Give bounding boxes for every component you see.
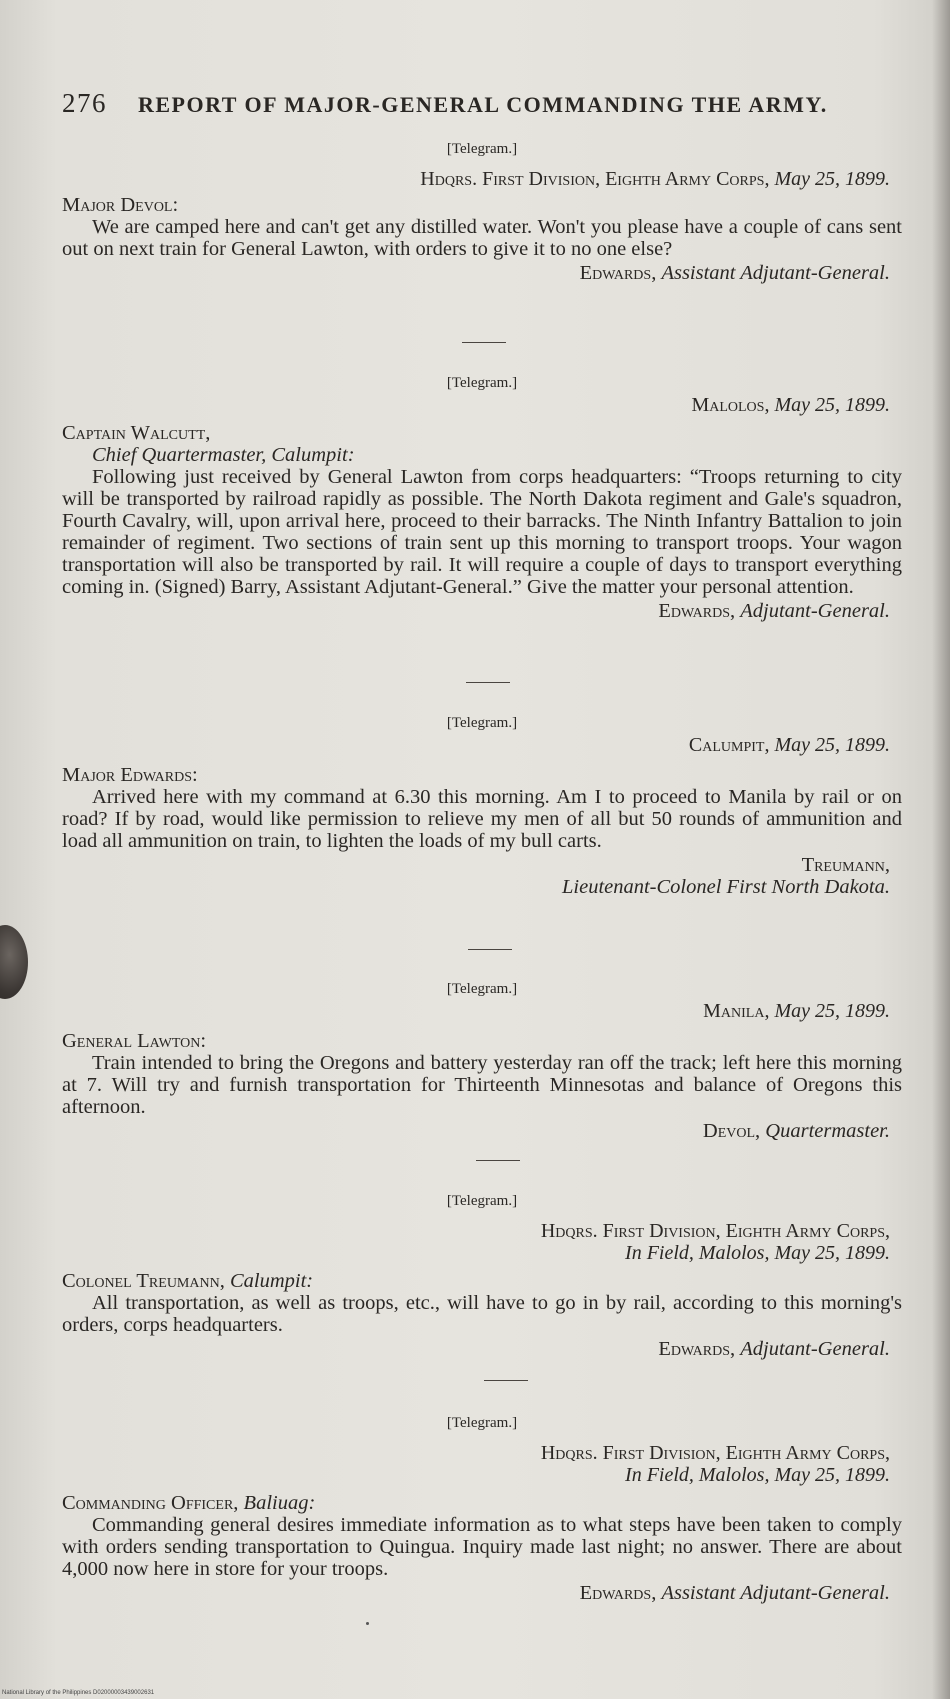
signature: Edwards, Assistant Adjutant-General.: [579, 262, 890, 284]
telegram-label: [Telegram.]: [446, 1415, 518, 1431]
message-body: Train intended to bring the Oregons and battery yesterday ran off the track; left here this morning at 7. Will try and furnish transportation for Thirteenth Minnesotas and balance of Oregons this afternoon.: [62, 1052, 902, 1118]
telegram-label: [Telegram.]: [446, 1193, 518, 1209]
dateline: Hdqrs. First Division, Eighth Army Corps, In Field, Malolos, May 25, 1899.: [540, 1220, 890, 1264]
telegram-message: [62, 1412, 902, 1604]
separator-rule: [476, 1160, 520, 1161]
telegram-message: [62, 712, 902, 898]
telegram-message: [62, 978, 902, 1142]
telegram-label: [Telegram.]: [446, 375, 518, 391]
dateline: Hdqrs. First Division, Eighth Army Corps, May 25, 1899.: [420, 168, 890, 190]
message-body: Arrived here with my command at 6.30 this morning. Am I to proceed to Manila by rail or on road? If by road, would like permission to relieve my men of all but 50 rounds of ammunition and load all ammunition on train, to lighten the loads of my bull carts.: [62, 786, 902, 852]
page-edge-shadow: [932, 0, 950, 1699]
message-body: Following just received by General Lawton from corps headquarters: “Troops returning to city will be transported by railroad rapidly as possible. The North Dakota regiment and Gale's squadron, Fourth Cavalry, will, upon arrival here, proceed to their barracks. The Ninth Infantry Battalion to join remainder of regiment. Two sections of train sent up this morning to transport troops. Your wagon transportation will also be transported by rail. It will require a couple of days to transport everything coming in. (Signed) Barry, Assistant Adjutant-General.” Give the matter your personal attention.: [62, 466, 902, 598]
scanner-thumb-mark: [0, 925, 28, 999]
page-number: 276: [62, 88, 107, 118]
separator-rule: [462, 342, 506, 343]
speck-mark: [366, 1622, 369, 1625]
message-body: We are camped here and can't get any distilled water. Won't you please have a couple of cans sent out on next train for General Lawton, with orders to give it to no one else?: [62, 216, 902, 260]
signature: Edwards, Adjutant-General.: [658, 600, 890, 622]
dateline: Calumpit, May 25, 1899.: [688, 734, 890, 756]
dateline: Manila, May 25, 1899.: [703, 1000, 890, 1022]
separator-rule: [466, 682, 510, 683]
telegram-message: [62, 372, 902, 622]
addressee: Commanding Officer, Baliuag:: [62, 1492, 316, 1514]
signature: Edwards, Adjutant-General.: [658, 1338, 890, 1360]
addressee: General Lawton:: [62, 1030, 207, 1052]
separator-rule: [484, 1380, 528, 1381]
message-body: All transportation, as well as troops, etc., will have to go in by rail, according to this morning's orders, corps headquarters.: [62, 1292, 902, 1336]
running-title: REPORT OF MAJOR-GENERAL COMMANDING THE ARMY.: [138, 92, 828, 117]
telegram-message: [62, 1190, 902, 1360]
telegram-label: [Telegram.]: [446, 141, 518, 157]
addressee: Captain Walcutt, Chief Quartermaster, Calumpit:: [62, 422, 355, 466]
telegram-message: [62, 138, 902, 284]
addressee: Colonel Treumann, Calumpit:: [62, 1270, 314, 1292]
signature: Edwards, Assistant Adjutant-General.: [579, 1582, 890, 1604]
signature: Treumann, Lieutenant-Colonel First North Dakota.: [562, 854, 890, 898]
separator-rule: [468, 949, 512, 950]
telegram-label: [Telegram.]: [446, 715, 518, 731]
scan-footer: National Library of the Philippines D02000003439002631: [2, 1690, 155, 1696]
page-header: [62, 88, 882, 119]
message-body: Commanding general desires immediate information as to what steps have been taken to comply with orders sending transportation to Quingua. Inquiry made last night; no answer. There are about 4,000 now here in store for your troops.: [62, 1514, 902, 1580]
signature: Devol, Quartermaster.: [702, 1120, 890, 1142]
dateline: Malolos, May 25, 1899.: [691, 394, 890, 416]
dateline: Hdqrs. First Division, Eighth Army Corps, In Field, Malolos, May 25, 1899.: [540, 1442, 890, 1486]
telegram-label: [Telegram.]: [446, 981, 518, 997]
addressee: Major Devol:: [62, 194, 179, 216]
addressee: Major Edwards:: [62, 764, 198, 786]
